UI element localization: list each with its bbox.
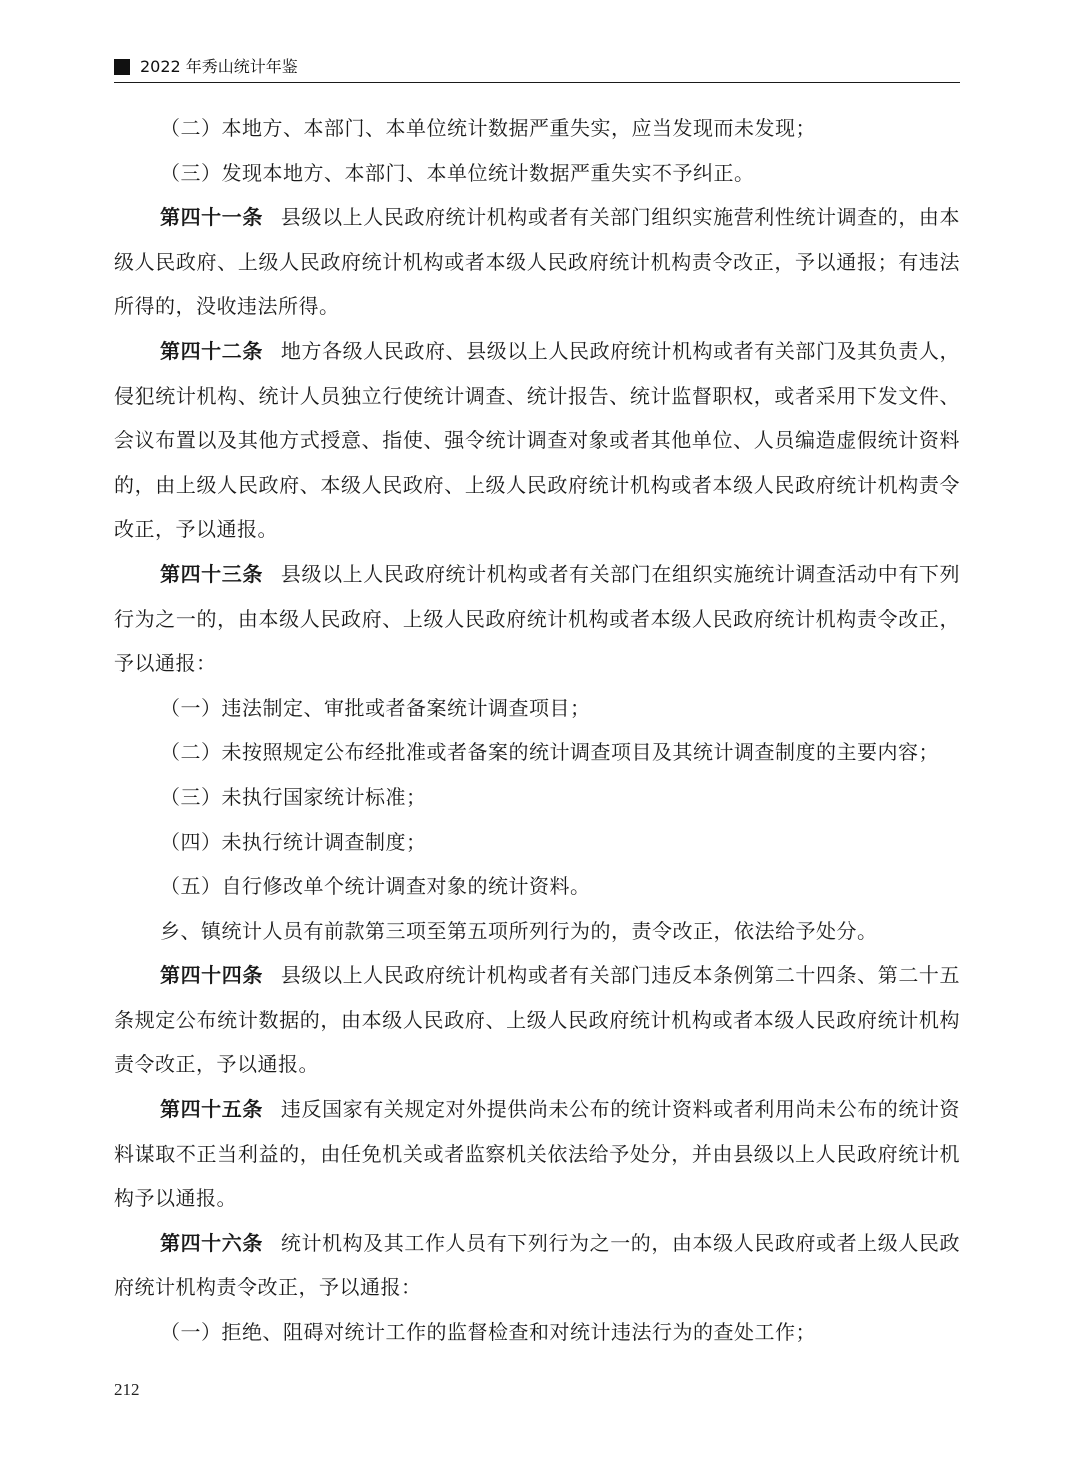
paragraph-text: （二）未按照规定公布经批准或者备案的统计调查项目及其统计调查制度的主要内容； (160, 740, 939, 765)
paragraph-text: 统计机构及其工作人员有下列行为之一的，由本级人民政府或者上级人民政府统计机构责令改正，予以通报： (114, 1230, 961, 1300)
paragraph-text: （三）发现本地方、本部门、本单位统计数据严重失实不予纠正。 (160, 160, 755, 185)
paragraph-text: （一）拒绝、阻碍对统计工作的监督检查和对统计违法行为的查处工作； (160, 1320, 816, 1345)
paragraph (114, 195, 960, 329)
paragraph-text: 违反国家有关规定对外提供尚未公布的统计资料或者利用尚未公布的统计资料谋取不正当利益的，由任免机关或者监察机关依法给予处分，并由县级以上人民政府统计机构予以通报。 (114, 1097, 961, 1211)
paragraph (114, 329, 960, 552)
article-number: 第四十三条 (160, 561, 263, 586)
paragraph (114, 775, 960, 820)
paragraph-text: 地方各级人民政府、县级以上人民政府统计机构或者有关部门及其负责人，侵犯统计机构、统计人员独立行使统计调查、统计报告、统计监督职权，或者采用下发文件、会议布置以及其他方式授意、指使、强令统计调查对象或者其他单位、人员编造虚假统计资料的，由上级人民政府、本级人民政府、上级人民政府统计机构或者本级人民政府统计机构责令改正，予以通报。 (114, 338, 961, 542)
running-header (114, 56, 960, 83)
paragraph (114, 1310, 960, 1355)
paragraph (114, 106, 960, 151)
article-number: 第四十四条 (160, 963, 263, 988)
paragraph-text: 乡、镇统计人员有前款第三项至第五项所列行为的，责令改正，依法给予处分。 (160, 918, 878, 943)
paragraph (114, 1087, 960, 1221)
paragraph (114, 730, 960, 775)
header-square-marker (114, 59, 130, 75)
paragraph-text: 县级以上人民政府统计机构或者有关部门组织实施营利性统计调查的，由本级人民政府、上级人民政府统计机构或者本级人民政府统计机构责令改正，予以通报；有违法所得的，没收违法所得。 (114, 205, 961, 319)
article-number: 第四十二条 (160, 338, 263, 363)
article-number: 第四十一条 (160, 205, 263, 230)
paragraph (114, 909, 960, 954)
paragraph-text: （一）违法制定、审批或者备案统计调查项目； (160, 695, 591, 720)
paragraph (114, 1221, 960, 1310)
article-number: 第四十六条 (160, 1230, 263, 1255)
paragraph (114, 552, 960, 686)
paragraph (114, 820, 960, 865)
paragraph (114, 864, 960, 909)
paragraph-text: 县级以上人民政府统计机构或者有关部门违反本条例第二十四条、第二十五条规定公布统计数据的，由本级人民政府、上级人民政府统计机构或者本级人民政府统计机构责令改正，予以通报。 (114, 963, 961, 1077)
header-title: 2022 年秀山统计年鉴 (140, 57, 298, 76)
page-number: 212 (114, 1380, 140, 1399)
paragraph-text: 县级以上人民政府统计机构或者有关部门在组织实施统计调查活动中有下列行为之一的，由本级人民政府、上级人民政府统计机构或者本级人民政府统计机构责令改正，予以通报： (114, 561, 961, 676)
paragraph-text: （四）未执行统计调查制度； (160, 829, 427, 854)
paragraph (114, 953, 960, 1087)
paragraph-text: （五）自行修改单个统计调查对象的统计资料。 (160, 874, 591, 899)
paragraph (114, 686, 960, 731)
body-text (114, 106, 960, 1355)
article-number: 第四十五条 (160, 1097, 263, 1122)
paragraph-text: （二）本地方、本部门、本单位统计数据严重失实，应当发现而未发现； (160, 116, 816, 140)
paragraph (114, 151, 960, 196)
paragraph-text: （三）未执行国家统计标准； (160, 784, 427, 809)
